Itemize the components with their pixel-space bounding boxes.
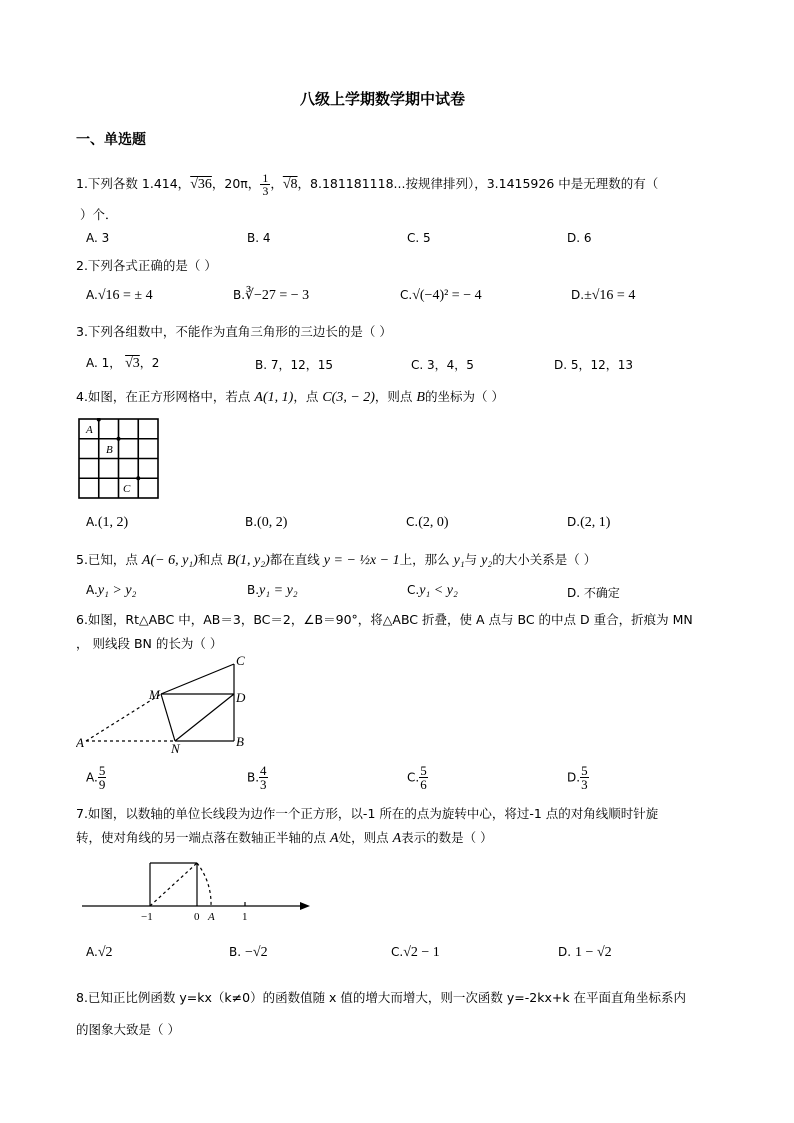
question-7-stem-cont: 转，使对角线的另一端点落在数轴正半轴的点 A处，则点 A表示的数是（ ）	[76, 830, 493, 846]
grid-point-a	[97, 418, 101, 422]
q7-option-b: B. −√2	[229, 945, 268, 960]
question-8-stem: 8.已知正比例函数 y=kx（k≠0）的函数值随 x 值的增大而增大，则一次函数 y=-2kx+k 在平面直角坐标系内	[76, 990, 687, 1005]
question-2-stem: 2.下列各式正确的是（ ）	[76, 258, 217, 273]
q4-option-b: B.(0, 2)	[245, 515, 288, 530]
grid-point-c	[136, 476, 140, 480]
q5-option-a: A.y₁ > y₂	[86, 583, 137, 598]
sqrt-8: √8	[282, 177, 298, 192]
fig-label-b: B	[236, 734, 244, 749]
question-1-stem: 1.下列各数 1.414，√36，20π， $\frac{1}{3}$ ，√8，8.181181118...按规律排列），3.1415926 中是无理数的有（	[76, 171, 659, 198]
q5-option-c: C.y₁ < y₂	[407, 583, 458, 598]
fig-label-a: A	[76, 735, 84, 750]
q4-option-a: A.(1, 2)	[86, 515, 129, 530]
q6-option-b: B. $\frac{4}{3}$	[247, 763, 267, 792]
page-title: 八级上学期数学期中试卷	[300, 90, 466, 108]
question-6-stem-cont: ， 则线段 BN 的长为（ ）	[76, 636, 223, 651]
q3-option-b: B. 7，12，15	[255, 358, 334, 372]
question-4-stem: 4.如图，在正方形网格中，若点 A(1, 1)，点 C(3, − 2)，则点 B的坐标为（ ）	[76, 389, 504, 405]
question-1-stem-cont: ）个．	[80, 207, 118, 222]
question-7-stem: 7.如图，以数轴的单位长线段为边作一个正方形，以-1 所在的点为旋转中心，将过-1 点的对角线顺时针旋	[76, 806, 659, 821]
grid-point-b	[117, 437, 121, 441]
axis-label-a: A	[208, 911, 215, 923]
section-heading: 一、单选题	[76, 132, 146, 148]
question-5-stem: 5.已知，点 A(− 6, y₁)和点 B(1, y₂)都在直线 y = − ½x − 1上，那么 y₁与 y₂的大小关系是（ ）	[76, 552, 597, 568]
grid-label-c: C	[123, 483, 131, 495]
number-line-figure	[78, 858, 318, 924]
q7-option-d: D. 1 − √2	[558, 945, 612, 960]
q1-option-a: A. 3	[86, 231, 110, 245]
q7-option-a: A.√2	[86, 945, 113, 960]
fig-label-n: N	[171, 741, 180, 756]
q7-option-c: C.√2 − 1	[391, 945, 440, 960]
fig-label-m: M	[149, 687, 160, 702]
q5-option-d: D. 不确定	[567, 586, 620, 600]
axis-label-minus-one: −1	[141, 911, 153, 923]
q5-option-b: B.y₁ = y₂	[247, 583, 298, 598]
q1-option-b: B. 4	[247, 231, 271, 245]
q3-option-a: A. 1， √3，2	[86, 356, 160, 371]
q6-option-a: A. $\frac{5}{9}$	[86, 763, 106, 792]
q2-option-d: D.±√16 = 4	[571, 288, 636, 303]
axis-label-one: 1	[242, 911, 248, 923]
q4-option-c: C.(2, 0)	[406, 515, 449, 530]
question-8-stem-cont: 的图象大致是（ ）	[76, 1022, 180, 1037]
grid-figure	[78, 418, 162, 502]
q1-option-c: C. 5	[407, 231, 431, 245]
sqrt-36: √36	[190, 177, 212, 192]
q4-option-d: D.(2, 1)	[567, 515, 611, 530]
question-6-stem: 6.如图，Rt△ABC 中，AB＝3，BC＝2，∠B＝90°，将△ABC 折叠，使 A 点与 BC 的中点 D 重合，折痕为 MN	[76, 612, 693, 627]
q6-option-c: C. $\frac{5}{6}$	[407, 763, 427, 792]
fig-label-c: C	[236, 653, 245, 668]
q2-option-a: A.√16 = ± 4	[86, 288, 153, 303]
triangle-figure	[76, 652, 256, 756]
q3-option-d: D. 5，12，13	[554, 358, 634, 372]
q3-option-c: C. 3，4，5	[411, 358, 474, 372]
grid-label-a: A	[86, 424, 93, 436]
q1-option-d: D. 6	[567, 231, 592, 245]
axis-label-zero: 0	[194, 911, 200, 923]
fig-label-d: D	[236, 690, 246, 705]
q2-option-b: B.∛−27 = − 3	[233, 288, 310, 303]
q6-option-d: D. $\frac{5}{3}$	[567, 763, 588, 792]
q2-option-c: C.√(−4)² = − 4	[400, 288, 482, 303]
grid-label-b: B	[106, 444, 113, 456]
question-3-stem: 3.下列各组数中，不能作为直角三角形的三边长的是（ ）	[76, 324, 392, 339]
